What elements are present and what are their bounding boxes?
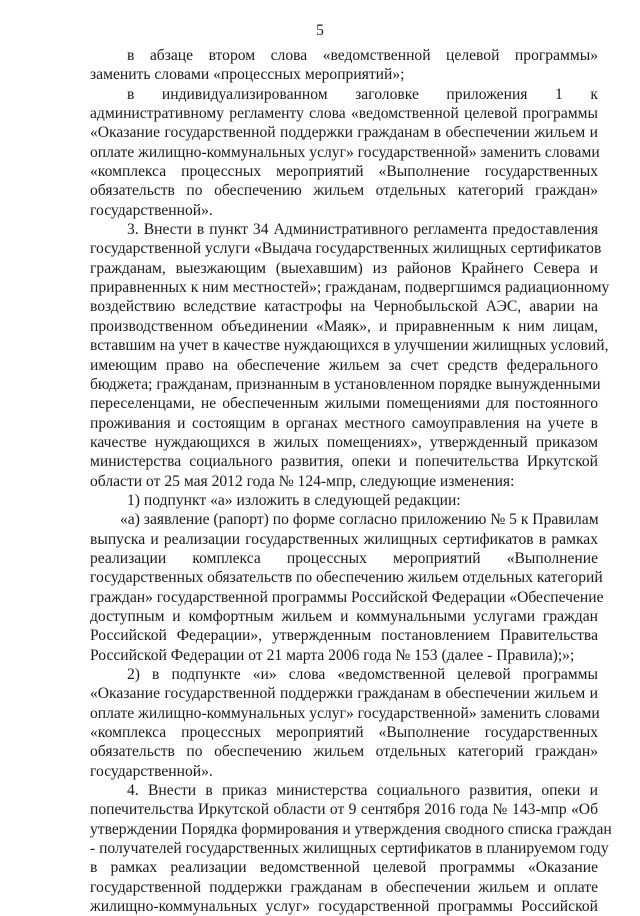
- text-line: государственных обязательств по обеспечению жильем отдельных категорий: [90, 569, 603, 587]
- text-line: государственной».: [90, 762, 213, 780]
- text-line: бюджета; гражданам, признанным в установленном порядке вынужденными: [90, 375, 601, 393]
- text-line: заменить словами «процессных мероприятий»;: [90, 66, 405, 84]
- text-line: 3. Внести в пункт 34 Административного регламента предоставления: [127, 221, 598, 239]
- text-line: в абзаце втором слова «ведомственной целевой программы»: [127, 47, 598, 64]
- text-line: жилищно-коммунальных услуг» государственной программы Российской: [90, 898, 598, 916]
- text-line: Российской Федерации от 21 марта 2006 года № 153 (далее - Правила);»;: [90, 646, 575, 664]
- text-line: «Оказание государственной поддержки гражданам в обеспечении жильем и: [90, 685, 598, 703]
- text-line: приравненных к ним местностей»; гражданам, подвергшимся радиационному: [90, 279, 610, 297]
- text-line: переселенцами, не обеспеченным жилыми помещениями для постоянного: [90, 395, 598, 413]
- text-line: оплате жилищно-коммунальных услуг» государственной» заменить словами: [90, 704, 600, 722]
- text-line: 2) в подпункте «и» слова «ведомственной целевой программы: [127, 666, 598, 683]
- page-number: 5: [316, 22, 324, 39]
- text-line: качестве нуждающихся в жилых помещениях», утвержденный приказом: [90, 433, 598, 451]
- text-line: утверждении Порядка формирования и утверждения сводного списка граждан: [90, 820, 612, 838]
- text-line: в рамках реализации ведомственной целевой программы «Оказание: [90, 859, 598, 877]
- text-line: административному регламенту слова «ведомственной целевой программы: [90, 105, 598, 123]
- text-line: оплате жилищно-коммунальных услуг» государственной» заменить словами: [90, 143, 600, 161]
- text-line: обязательств по обеспечению жильем отдельных категорий граждан»: [90, 182, 598, 200]
- text-line: обязательств по обеспечению жильем отдельных категорий граждан»: [90, 743, 598, 761]
- text-line: «Оказание государственной поддержки гражданам в обеспечении жильем и: [90, 124, 598, 142]
- text-line: «комплекса процессных мероприятий «Выполнение государственных: [90, 724, 598, 742]
- text-line: государственной».: [90, 201, 213, 219]
- text-line: вставшим на учет в качестве нуждающихся в улучшении жилищных условий,: [90, 337, 609, 355]
- text-line: «комплекса процессных мероприятий «Выполнение государственных: [90, 163, 598, 181]
- text-line: - получателей государственных жилищных сертификатов в планируемом году: [90, 840, 609, 858]
- text-line: 4. Внести в приказ министерства социального развития, опеки и: [127, 782, 598, 800]
- text-line: реализации комплекса процессных мероприятий «Выполнение: [90, 549, 598, 567]
- text-line: государственной услуги «Выдача государственных жилищных сертификатов: [90, 240, 602, 258]
- text-line: 1) подпункт «а» изложить в следующей редакции:: [127, 491, 461, 509]
- text-line: воздействию вследствие катастрофы на Чернобыльской АЭС, аварии на: [90, 298, 598, 316]
- text-line: производственном объединении «Маяк», и приравненным к ним лицам,: [90, 317, 598, 335]
- text-line: проживания и состоящим в органах местного самоуправления на учете в: [90, 414, 598, 432]
- text-line: попечительства Иркутской области от 9 сентября 2016 года № 143-мпр «Об: [90, 801, 598, 819]
- text-line: граждан» государственной программы Российской Федерации «Обеспечение: [90, 588, 604, 606]
- text-line: государственной поддержки гражданам в обеспечении жильем и оплате: [90, 878, 598, 896]
- text-line: «а) заявление (рапорт) по форме согласно приложению № 5 к Правилам: [120, 511, 599, 529]
- text-line: имеющим право на обеспечение жильем за счет средств федерального: [90, 356, 598, 374]
- text-line: доступным и комфортным жильем и коммунальными услугами граждан: [90, 607, 598, 625]
- text-line: области от 25 мая 2012 года № 124-мпр, следующие изменения:: [90, 472, 515, 490]
- document-body: [90, 46, 612, 916]
- text-line: министерства социального развития, опеки и попечительства Иркутской: [90, 453, 598, 471]
- text-line: Российской Федерации», утвержденным постановлением Правительства: [90, 627, 598, 645]
- text-line: гражданам, выезжающим (выехавшим) из районов Крайнего Севера и: [90, 259, 598, 277]
- text-line: в индивидуализированном заголовке приложения 1 к: [127, 85, 598, 103]
- text-line: выпуска и реализации государственных жилищных сертификатов в рамках: [90, 530, 598, 548]
